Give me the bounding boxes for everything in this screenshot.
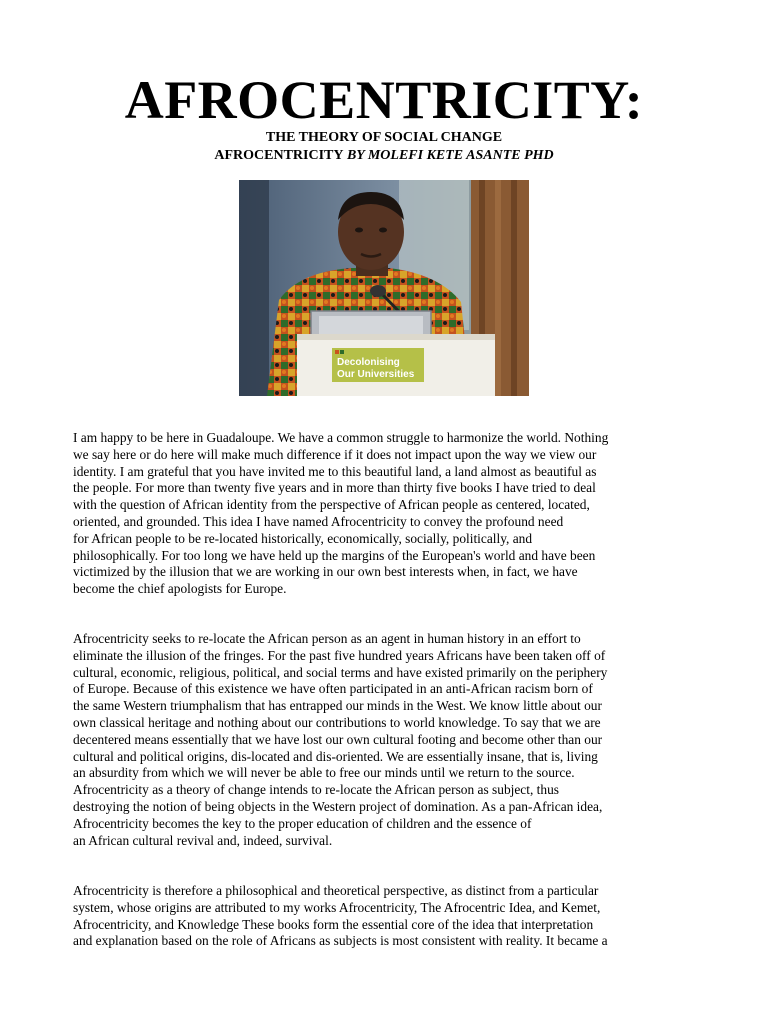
paragraph-3 [73, 883, 698, 950]
paragraph-line: an African cultural revival and, indeed, survival. [73, 832, 333, 848]
document-byline [0, 147, 768, 165]
paragraph-line: Afrocentricity, and Knowledge These books form the essential core of the idea that interpretation [73, 916, 594, 932]
paragraph-line: oriented, and grounded. This idea I have named Afrocentricity to convey the profound need [73, 513, 564, 529]
paragraph-line: an absurdity from which we will never be able to free our minds until we return to the source. [73, 765, 575, 781]
paragraph-line: own classical heritage and nothing about our contributions to world knowledge. To say that we are [73, 714, 601, 730]
paragraph-line: for African people to be re-located historically, economically, socially, politically, and [73, 530, 533, 546]
paragraph-line: Afrocentricity as a theory of change intends to re-locate the African person as subject, thus [73, 782, 559, 798]
byline-author: BY MOLEFI KETE ASANTE PHD [343, 148, 554, 163]
paragraph-line: the people. For more than twenty five years and in more than thirty five books I have tried to deal [73, 480, 596, 496]
document-title: AFROCENTRICITY: [124, 70, 644, 130]
paragraph-line: Afrocentricity becomes the key to the proper education of children and the essence of [73, 815, 532, 831]
paragraph-line: system, whose origins are attributed to my works Afrocentricity, The Afrocentric Idea, and Kemet, [73, 899, 601, 915]
paragraph-line: of Europe. Because of this existence we have often participated in an anti-African racism born of [73, 681, 593, 697]
paragraph-line: cultural and political origins, dis-located and dis-oriented. We are essentially insane, that is, living [73, 748, 598, 764]
speaker-photo-illustration [239, 180, 529, 396]
paragraph-line: become the chief apologists for Europe. [73, 581, 287, 597]
paragraph-line: the same Western triumphalism that has entrapped our minds in the West. We know little about our [73, 698, 602, 714]
paragraph-line: philosophically. For too long we have held up the margins of the European's world and have been [73, 547, 596, 563]
paragraph-line: cultural, economic, religious, political, and social terms and have existed primarily on the periphery [73, 664, 608, 680]
paragraph-2 [73, 631, 698, 849]
speaker-photo [239, 180, 529, 396]
podium-sign-line2: Our Universities [337, 369, 415, 380]
paragraph-line: and explanation based on the role of Africans as subjects is most consistent with reality. It became a [73, 933, 608, 949]
paragraph-line: destroying the notion of being objects in the Western project of domination. As a pan-African idea, [73, 798, 603, 814]
document-subtitle: THE THEORY OF SOCIAL CHANGE [265, 130, 503, 145]
paragraph-line: I am happy to be here in Guadaloupe. We have a common struggle to harmonize the world. Nothing [73, 430, 609, 445]
paragraph-line: victimized by the illusion that we are working in our own best interests when, in fact, we have [73, 564, 578, 580]
paragraph-line: we say here or do here will make much difference if it does not impact upon the way we view our [73, 446, 597, 462]
paragraph-line: Afrocentricity seeks to re-locate the African person as an agent in human history in an effort to [73, 631, 581, 646]
byline-title: AFROCENTRICITY [214, 148, 344, 163]
paragraph-1 [73, 430, 698, 598]
paragraph-line: identity. I am grateful that you have invited me to this beautiful land, a land almost as beautiful as [73, 463, 597, 479]
paragraph-line: with the question of African identity from the perspective of African people as centered, located, [73, 497, 590, 513]
podium-sign-line1: Decolonising [337, 357, 400, 368]
paragraph-line: eliminate the illusion of the fringes. For the past five hundred years Africans have been taken off of [73, 647, 606, 663]
paragraph-line: decentered means essentially that we have lost our own cultural footing and become other than our [73, 731, 603, 747]
paragraph-line: Afrocentricity is therefore a philosophical and theoretical perspective, as distinct from a particular [73, 883, 599, 898]
